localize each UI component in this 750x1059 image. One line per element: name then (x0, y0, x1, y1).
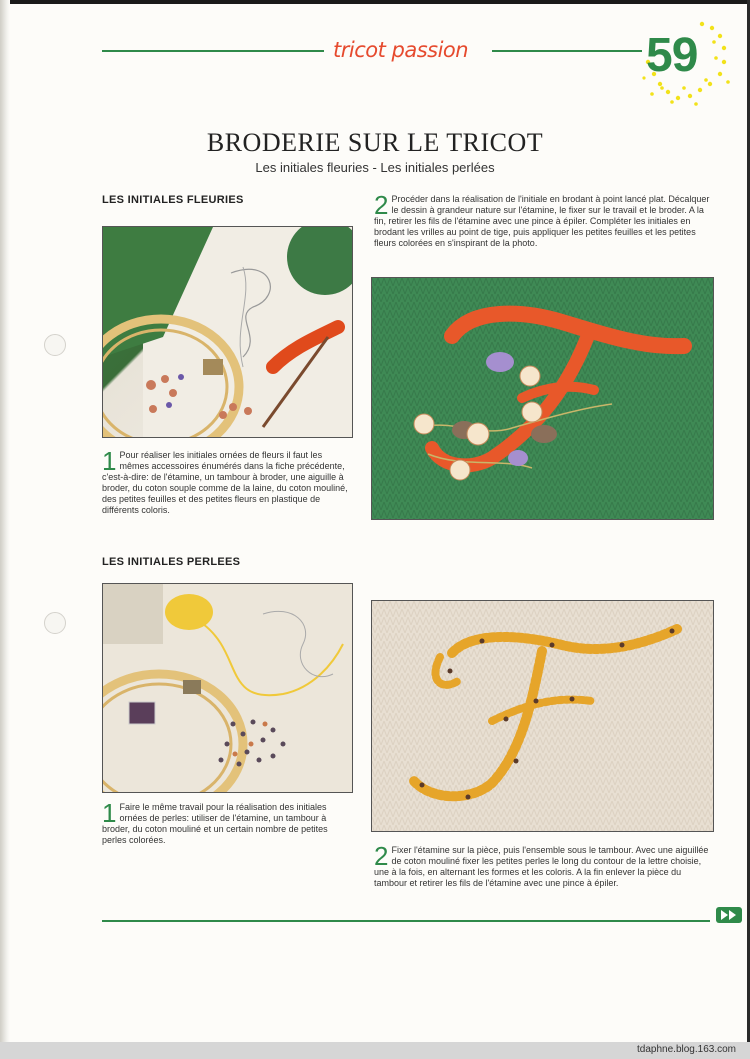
step-text: Fixer l'étamine sur la pièce, puis l'ensemble sous le tambour. Avec une aiguillée de coton mouliné fixer les petites perles le long du contour de la lettre choisie, une à la fois, en alternant les formes et les coloris. A la fin enlever la pièce du tambour et retirer les fils de l'étamine avec une pince à épiler. (374, 845, 709, 888)
photo-pearl-initial (371, 600, 714, 832)
step-fleuries-2 (374, 190, 712, 249)
article-title: BRODERIE SUR LE TRICOT (206, 128, 544, 157)
top-edge (0, 0, 750, 4)
binder-hole (44, 334, 66, 356)
step-fleuries-1 (102, 446, 354, 516)
footer-rule (102, 920, 710, 922)
step-text: Pour réaliser les initiales ornées de fleurs il faut les mêmes accessoires énumérés dans la fiche précédente, c'est-à-dire: de l'étamine, un tambour à broder, une aiguille à broder, du coton souple comme de la laine, du coton mouliné, des petites feuilles et des petites fleurs en plastique de différents coloris. (102, 450, 348, 515)
step-number: 1 (102, 446, 117, 476)
next-page-arrow-icon (716, 907, 742, 923)
binder-hole (44, 612, 66, 634)
header-rule-right (492, 50, 642, 52)
article-subtitle: Les initiales fleuries - Les initiales perlées (255, 160, 495, 175)
brand-logo: tricot passion (333, 38, 469, 62)
step-number: 2 (374, 190, 389, 220)
left-edge (0, 0, 10, 1059)
pearl-supplies-illustration (103, 584, 353, 793)
step-text: Faire le même travail pour la réalisation des initiales ornées de perles: utiliser de l'étamine, un tambour à broder, du coton mouliné et un certain nombre de petites perles colorées. (102, 802, 328, 845)
photo-flower-accessories (102, 226, 353, 438)
page-number: 59 (646, 29, 698, 82)
step-perlees-1 (102, 798, 354, 846)
credit-bar (0, 1042, 750, 1059)
credit-text: tdaphne.blog.163.com (637, 1044, 736, 1055)
flowered-initial-f-illustration (372, 278, 714, 520)
step-number: 2 (374, 841, 389, 871)
embroidery-supplies-illustration (103, 227, 353, 438)
section-heading-fleuries: LES INITIALES FLEURIES (102, 194, 244, 206)
pearled-initial-f-illustration (372, 601, 714, 832)
photo-pearl-accessories (102, 583, 353, 793)
step-perlees-2 (374, 841, 714, 889)
header-rule-left (102, 50, 324, 52)
photo-flower-initial (371, 277, 714, 520)
section-heading-perlees: LES INITIALES PERLEES (102, 556, 241, 568)
step-text: Procéder dans la réalisation de l'initiale en brodant à point lancé plat. Décalquer le dessin à grandeur nature sur l'étamine, le fixer sur le travail et le broder. A la fin, retirer les fils de l'étamine avec une pince à épiler. Compléter les initiales en brodant les vrilles au point de tige, puis appliquer les petites feuilles et les petites fleurs colorées en s'inspirant de la photo. (374, 194, 710, 248)
step-number: 1 (102, 798, 117, 828)
